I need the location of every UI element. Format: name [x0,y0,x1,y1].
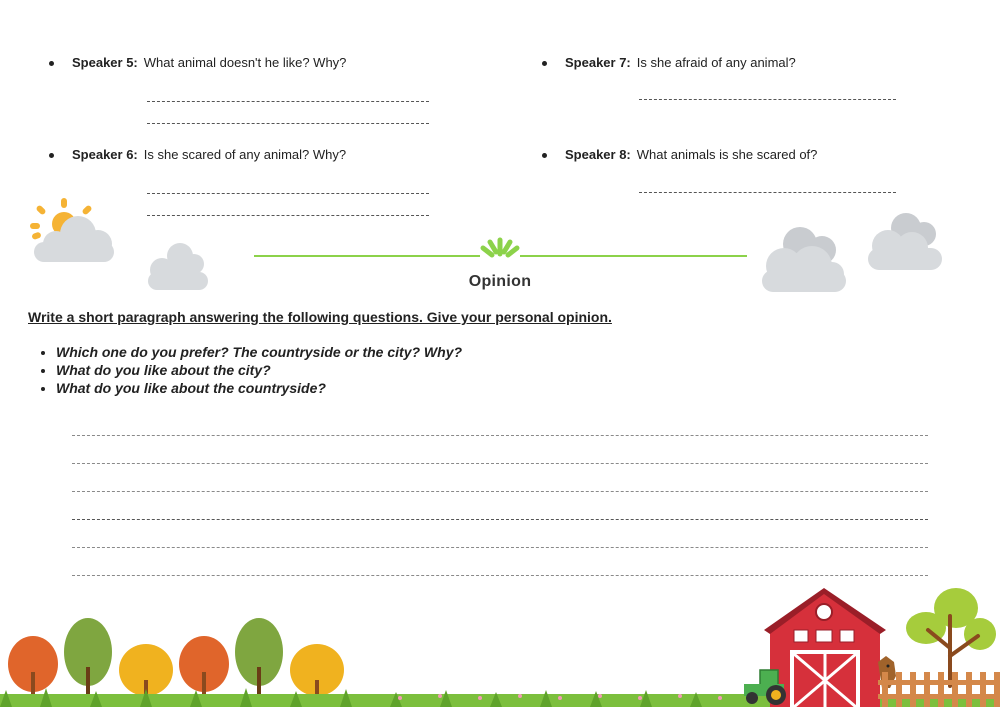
speaker-6-question [49,147,346,162]
bullet [49,153,54,158]
answer-line-speaker-6[interactable] [147,215,429,216]
question-list [38,343,462,397]
speaker-8-question [542,147,817,162]
question-item: • Which one do you prefer? The countryside or the city? Why? [56,343,462,361]
sprout-icon [480,232,520,260]
writing-line[interactable] [72,463,928,464]
writing-line[interactable] [72,519,928,520]
tractor-illustration [740,664,792,707]
fence-illustration [878,670,1000,707]
writing-line[interactable] [72,547,928,548]
sun-cloud-illustration [28,196,118,266]
speaker-7-question [542,55,796,70]
divider-left [254,255,480,257]
bullet [542,61,547,66]
instruction-text: Write a short paragraph answering the following questions. Give your personal opinion. [28,309,612,325]
speaker-6-label: Speaker 6: [72,147,138,162]
answer-line-speaker-5[interactable] [147,101,429,102]
writing-line[interactable] [72,435,928,436]
speaker-6-text: Is she scared of any animal? Why? [143,147,347,162]
answer-line-speaker-7[interactable] [639,99,896,100]
speaker-8-label: Speaker 8: [565,147,631,162]
speaker-7-text: Is she afraid of any animal? [636,55,796,70]
cloud-icon [866,208,946,274]
answer-line-speaker-8[interactable] [639,192,896,193]
speaker-7-label: Speaker 7: [565,55,631,70]
speaker-5-question [49,55,346,70]
cloud-icon [144,238,210,294]
speaker-5-text: What animal doesn't he like? Why? [143,55,347,70]
answer-line-speaker-6[interactable] [147,193,429,194]
bullet [49,61,54,66]
question-item: • What do you like about the city? [56,361,462,379]
bullet [542,153,547,158]
divider-right [520,255,747,257]
speaker-5-label: Speaker 5: [72,55,138,70]
writing-line[interactable] [72,491,928,492]
answer-line-speaker-5[interactable] [147,123,429,124]
writing-line[interactable] [72,575,928,576]
cloud-icon [760,222,850,296]
speaker-8-text: What animals is she scared of? [636,147,818,162]
section-title: Opinion [468,273,532,290]
question-item: • What do you like about the countryside? [56,379,462,397]
